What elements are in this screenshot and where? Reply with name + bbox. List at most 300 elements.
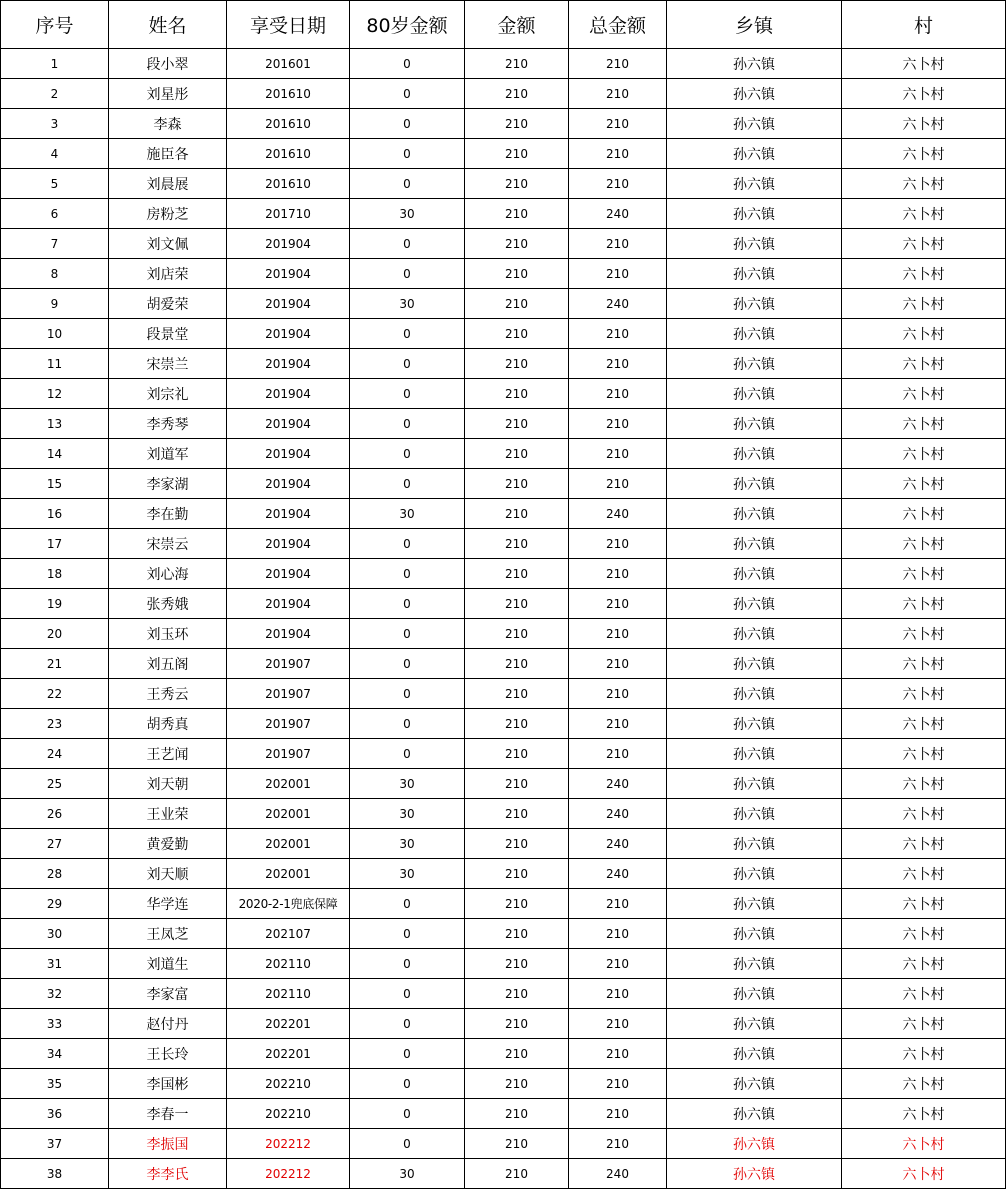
cell-age80-amount: 30 — [350, 499, 465, 529]
cell-village: 六卜村 — [842, 259, 1006, 289]
cell-town: 孙六镇 — [667, 49, 842, 79]
cell-village: 六卜村 — [842, 799, 1006, 829]
cell-town: 孙六镇 — [667, 409, 842, 439]
cell-name: 黄爱勤 — [109, 829, 227, 859]
cell-amount: 210 — [465, 649, 569, 679]
cell-start-date: 201710 — [227, 199, 350, 229]
cell-name: 宋崇兰 — [109, 349, 227, 379]
cell-start-date: 201904 — [227, 319, 350, 349]
cell-age80-amount: 0 — [350, 589, 465, 619]
cell-start-date: 201907 — [227, 649, 350, 679]
table-row — [1, 529, 1006, 559]
cell-name: 王长玲 — [109, 1039, 227, 1069]
cell-start-date: 201904 — [227, 619, 350, 649]
cell-start-date: 202212 — [227, 1159, 350, 1189]
cell-age80-amount: 30 — [350, 799, 465, 829]
cell-village: 六卜村 — [842, 379, 1006, 409]
cell-town: 孙六镇 — [667, 259, 842, 289]
table-row — [1, 799, 1006, 829]
cell-age80-amount: 0 — [350, 49, 465, 79]
cell-name: 刘五阁 — [109, 649, 227, 679]
cell-town: 孙六镇 — [667, 1039, 842, 1069]
cell-town: 孙六镇 — [667, 469, 842, 499]
cell-start-date: 202107 — [227, 919, 350, 949]
cell-name: 刘晨展 — [109, 169, 227, 199]
cell-total-amount: 210 — [569, 169, 667, 199]
cell-amount: 210 — [465, 889, 569, 919]
cell-village: 六卜村 — [842, 1129, 1006, 1159]
cell-total-amount: 210 — [569, 379, 667, 409]
cell-village: 六卜村 — [842, 469, 1006, 499]
cell-total-amount: 240 — [569, 289, 667, 319]
cell-age80-amount: 0 — [350, 739, 465, 769]
cell-start-date: 201610 — [227, 169, 350, 199]
cell-start-date: 201904 — [227, 589, 350, 619]
table-row — [1, 739, 1006, 769]
cell-age80-amount: 30 — [350, 1159, 465, 1189]
cell-serial-number: 11 — [1, 349, 109, 379]
cell-town: 孙六镇 — [667, 859, 842, 889]
table-row — [1, 589, 1006, 619]
cell-name: 刘玉环 — [109, 619, 227, 649]
cell-age80-amount: 0 — [350, 79, 465, 109]
cell-village: 六卜村 — [842, 889, 1006, 919]
header-age80-amount: 80岁金额 — [350, 1, 465, 49]
cell-start-date: 201904 — [227, 289, 350, 319]
cell-amount: 210 — [465, 1129, 569, 1159]
cell-town: 孙六镇 — [667, 139, 842, 169]
table-row — [1, 979, 1006, 1009]
cell-start-date: 201904 — [227, 559, 350, 589]
cell-serial-number: 31 — [1, 949, 109, 979]
cell-town: 孙六镇 — [667, 289, 842, 319]
header-amount: 金额 — [465, 1, 569, 49]
cell-town: 孙六镇 — [667, 199, 842, 229]
cell-age80-amount: 0 — [350, 349, 465, 379]
cell-total-amount: 210 — [569, 409, 667, 439]
cell-serial-number: 19 — [1, 589, 109, 619]
cell-age80-amount: 0 — [350, 109, 465, 139]
table-row — [1, 319, 1006, 349]
cell-name: 刘星彤 — [109, 79, 227, 109]
cell-amount: 210 — [465, 679, 569, 709]
header-start-date: 享受日期 — [227, 1, 350, 49]
cell-age80-amount: 0 — [350, 169, 465, 199]
cell-amount: 210 — [465, 409, 569, 439]
cell-total-amount: 210 — [569, 649, 667, 679]
cell-serial-number: 8 — [1, 259, 109, 289]
cell-amount: 210 — [465, 499, 569, 529]
table-row — [1, 1069, 1006, 1099]
cell-start-date: 201904 — [227, 229, 350, 259]
cell-town: 孙六镇 — [667, 169, 842, 199]
cell-town: 孙六镇 — [667, 1009, 842, 1039]
cell-start-date: 201610 — [227, 139, 350, 169]
cell-name: 胡秀真 — [109, 709, 227, 739]
cell-amount: 210 — [465, 1069, 569, 1099]
cell-name: 李振国 — [109, 1129, 227, 1159]
cell-total-amount: 210 — [569, 139, 667, 169]
cell-total-amount: 210 — [569, 949, 667, 979]
cell-serial-number: 23 — [1, 709, 109, 739]
cell-town: 孙六镇 — [667, 799, 842, 829]
cell-start-date: 202001 — [227, 859, 350, 889]
table-row — [1, 259, 1006, 289]
cell-serial-number: 27 — [1, 829, 109, 859]
cell-serial-number: 10 — [1, 319, 109, 349]
cell-village: 六卜村 — [842, 79, 1006, 109]
cell-start-date: 202110 — [227, 949, 350, 979]
cell-age80-amount: 0 — [350, 889, 465, 919]
cell-start-date: 201907 — [227, 679, 350, 709]
cell-total-amount: 210 — [569, 109, 667, 139]
cell-amount: 210 — [465, 319, 569, 349]
cell-start-date: 202001 — [227, 769, 350, 799]
cell-amount: 210 — [465, 1159, 569, 1189]
table-row — [1, 229, 1006, 259]
table-row — [1, 1159, 1006, 1189]
cell-name: 刘心海 — [109, 559, 227, 589]
cell-start-date: 2020-2-1兜底保障 — [227, 889, 350, 919]
header-serial-number: 序号 — [1, 1, 109, 49]
cell-total-amount: 210 — [569, 1069, 667, 1099]
cell-name: 宋崇云 — [109, 529, 227, 559]
cell-town: 孙六镇 — [667, 919, 842, 949]
cell-start-date: 201904 — [227, 529, 350, 559]
cell-start-date: 201907 — [227, 709, 350, 739]
header-town: 乡镇 — [667, 1, 842, 49]
cell-name: 房粉芝 — [109, 199, 227, 229]
cell-amount: 210 — [465, 619, 569, 649]
cell-start-date: 201904 — [227, 349, 350, 379]
cell-amount: 210 — [465, 739, 569, 769]
cell-age80-amount: 0 — [350, 619, 465, 649]
table-row — [1, 169, 1006, 199]
cell-town: 孙六镇 — [667, 229, 842, 259]
table-row — [1, 1099, 1006, 1129]
cell-age80-amount: 0 — [350, 649, 465, 679]
cell-serial-number: 12 — [1, 379, 109, 409]
cell-amount: 210 — [465, 919, 569, 949]
cell-age80-amount: 0 — [350, 259, 465, 289]
cell-age80-amount: 0 — [350, 319, 465, 349]
cell-total-amount: 240 — [569, 1159, 667, 1189]
cell-serial-number: 26 — [1, 799, 109, 829]
cell-start-date: 201904 — [227, 379, 350, 409]
cell-name: 段景堂 — [109, 319, 227, 349]
cell-town: 孙六镇 — [667, 439, 842, 469]
cell-village: 六卜村 — [842, 199, 1006, 229]
cell-village: 六卜村 — [842, 349, 1006, 379]
cell-name: 刘道军 — [109, 439, 227, 469]
cell-age80-amount: 0 — [350, 439, 465, 469]
cell-amount: 210 — [465, 1099, 569, 1129]
cell-total-amount: 210 — [569, 619, 667, 649]
cell-total-amount: 210 — [569, 319, 667, 349]
cell-amount: 210 — [465, 109, 569, 139]
cell-name: 李李氏 — [109, 1159, 227, 1189]
cell-amount: 210 — [465, 379, 569, 409]
cell-amount: 210 — [465, 979, 569, 1009]
cell-serial-number: 3 — [1, 109, 109, 139]
cell-village: 六卜村 — [842, 1039, 1006, 1069]
cell-name: 刘天朝 — [109, 769, 227, 799]
cell-town: 孙六镇 — [667, 979, 842, 1009]
table-row — [1, 499, 1006, 529]
cell-name: 刘道生 — [109, 949, 227, 979]
cell-start-date: 201904 — [227, 259, 350, 289]
cell-start-date: 202210 — [227, 1069, 350, 1099]
cell-name: 李在勤 — [109, 499, 227, 529]
table-row — [1, 859, 1006, 889]
cell-town: 孙六镇 — [667, 889, 842, 919]
cell-name: 李国彬 — [109, 1069, 227, 1099]
cell-total-amount: 210 — [569, 1129, 667, 1159]
cell-town: 孙六镇 — [667, 319, 842, 349]
cell-serial-number: 35 — [1, 1069, 109, 1099]
table-row — [1, 1039, 1006, 1069]
cell-age80-amount: 0 — [350, 229, 465, 259]
cell-total-amount: 210 — [569, 79, 667, 109]
cell-village: 六卜村 — [842, 439, 1006, 469]
cell-name: 赵付丹 — [109, 1009, 227, 1039]
cell-village: 六卜村 — [842, 1099, 1006, 1129]
cell-age80-amount: 0 — [350, 1009, 465, 1039]
table-row — [1, 289, 1006, 319]
cell-name: 胡爱荣 — [109, 289, 227, 319]
cell-name: 王业荣 — [109, 799, 227, 829]
cell-total-amount: 240 — [569, 769, 667, 799]
cell-total-amount: 210 — [569, 1009, 667, 1039]
cell-village: 六卜村 — [842, 919, 1006, 949]
cell-serial-number: 24 — [1, 739, 109, 769]
table-row — [1, 1129, 1006, 1159]
cell-village: 六卜村 — [842, 559, 1006, 589]
cell-town: 孙六镇 — [667, 649, 842, 679]
cell-village: 六卜村 — [842, 169, 1006, 199]
cell-village: 六卜村 — [842, 649, 1006, 679]
cell-start-date: 202201 — [227, 1039, 350, 1069]
table-row — [1, 829, 1006, 859]
table-row — [1, 199, 1006, 229]
table-row — [1, 559, 1006, 589]
header-row — [1, 1, 1006, 49]
cell-village: 六卜村 — [842, 139, 1006, 169]
cell-town: 孙六镇 — [667, 79, 842, 109]
cell-serial-number: 4 — [1, 139, 109, 169]
cell-serial-number: 16 — [1, 499, 109, 529]
cell-village: 六卜村 — [842, 1159, 1006, 1189]
cell-total-amount: 210 — [569, 349, 667, 379]
cell-serial-number: 13 — [1, 409, 109, 439]
cell-village: 六卜村 — [842, 859, 1006, 889]
cell-village: 六卜村 — [842, 709, 1006, 739]
cell-serial-number: 15 — [1, 469, 109, 499]
cell-town: 孙六镇 — [667, 619, 842, 649]
cell-serial-number: 30 — [1, 919, 109, 949]
cell-amount: 210 — [465, 469, 569, 499]
cell-name: 李家富 — [109, 979, 227, 1009]
cell-total-amount: 210 — [569, 679, 667, 709]
cell-age80-amount: 0 — [350, 409, 465, 439]
cell-village: 六卜村 — [842, 49, 1006, 79]
cell-serial-number: 33 — [1, 1009, 109, 1039]
cell-start-date: 201904 — [227, 469, 350, 499]
header-name: 姓名 — [109, 1, 227, 49]
cell-amount: 210 — [465, 769, 569, 799]
cell-amount: 210 — [465, 439, 569, 469]
cell-village: 六卜村 — [842, 409, 1006, 439]
table-row — [1, 139, 1006, 169]
cell-age80-amount: 30 — [350, 289, 465, 319]
cell-town: 孙六镇 — [667, 1069, 842, 1099]
cell-name: 李秀琴 — [109, 409, 227, 439]
cell-serial-number: 17 — [1, 529, 109, 559]
cell-name: 刘店荣 — [109, 259, 227, 289]
cell-amount: 210 — [465, 589, 569, 619]
cell-town: 孙六镇 — [667, 379, 842, 409]
cell-amount: 210 — [465, 169, 569, 199]
cell-village: 六卜村 — [842, 1009, 1006, 1039]
cell-amount: 210 — [465, 229, 569, 259]
cell-serial-number: 28 — [1, 859, 109, 889]
cell-total-amount: 240 — [569, 499, 667, 529]
cell-age80-amount: 30 — [350, 829, 465, 859]
cell-village: 六卜村 — [842, 829, 1006, 859]
cell-name: 施臣各 — [109, 139, 227, 169]
cell-age80-amount: 0 — [350, 529, 465, 559]
cell-serial-number: 21 — [1, 649, 109, 679]
cell-age80-amount: 0 — [350, 979, 465, 1009]
cell-total-amount: 210 — [569, 529, 667, 559]
cell-amount: 210 — [465, 49, 569, 79]
cell-village: 六卜村 — [842, 739, 1006, 769]
cell-total-amount: 210 — [569, 439, 667, 469]
cell-town: 孙六镇 — [667, 739, 842, 769]
cell-name: 刘宗礼 — [109, 379, 227, 409]
cell-age80-amount: 0 — [350, 709, 465, 739]
cell-village: 六卜村 — [842, 289, 1006, 319]
cell-start-date: 202110 — [227, 979, 350, 1009]
cell-age80-amount: 0 — [350, 1099, 465, 1129]
cell-amount: 210 — [465, 79, 569, 109]
cell-village: 六卜村 — [842, 529, 1006, 559]
cell-serial-number: 20 — [1, 619, 109, 649]
cell-total-amount: 210 — [569, 1099, 667, 1129]
cell-total-amount: 210 — [569, 259, 667, 289]
cell-town: 孙六镇 — [667, 679, 842, 709]
cell-total-amount: 210 — [569, 589, 667, 619]
cell-total-amount: 210 — [569, 229, 667, 259]
cell-name: 王秀云 — [109, 679, 227, 709]
cell-start-date: 201904 — [227, 409, 350, 439]
cell-town: 孙六镇 — [667, 709, 842, 739]
cell-amount: 210 — [465, 349, 569, 379]
cell-start-date: 202201 — [227, 1009, 350, 1039]
cell-age80-amount: 0 — [350, 1069, 465, 1099]
cell-start-date: 201610 — [227, 79, 350, 109]
cell-serial-number: 7 — [1, 229, 109, 259]
cell-total-amount: 210 — [569, 739, 667, 769]
cell-town: 孙六镇 — [667, 529, 842, 559]
cell-age80-amount: 30 — [350, 769, 465, 799]
cell-amount: 210 — [465, 529, 569, 559]
cell-village: 六卜村 — [842, 619, 1006, 649]
cell-amount: 210 — [465, 709, 569, 739]
table-row — [1, 919, 1006, 949]
cell-serial-number: 14 — [1, 439, 109, 469]
cell-amount: 210 — [465, 799, 569, 829]
cell-start-date: 202212 — [227, 1129, 350, 1159]
cell-amount: 210 — [465, 199, 569, 229]
cell-village: 六卜村 — [842, 499, 1006, 529]
cell-serial-number: 34 — [1, 1039, 109, 1069]
cell-village: 六卜村 — [842, 769, 1006, 799]
table-row — [1, 679, 1006, 709]
cell-total-amount: 210 — [569, 979, 667, 1009]
cell-age80-amount: 0 — [350, 679, 465, 709]
cell-total-amount: 210 — [569, 559, 667, 589]
cell-age80-amount: 0 — [350, 919, 465, 949]
cell-age80-amount: 30 — [350, 199, 465, 229]
cell-name: 刘天顺 — [109, 859, 227, 889]
cell-age80-amount: 0 — [350, 1129, 465, 1159]
cell-name: 李春一 — [109, 1099, 227, 1129]
cell-serial-number: 32 — [1, 979, 109, 1009]
cell-amount: 210 — [465, 829, 569, 859]
cell-village: 六卜村 — [842, 109, 1006, 139]
cell-name: 王艺闻 — [109, 739, 227, 769]
cell-village: 六卜村 — [842, 979, 1006, 1009]
cell-total-amount: 240 — [569, 829, 667, 859]
cell-amount: 210 — [465, 259, 569, 289]
cell-town: 孙六镇 — [667, 1159, 842, 1189]
table-row — [1, 889, 1006, 919]
table-row — [1, 469, 1006, 499]
table-row — [1, 409, 1006, 439]
cell-town: 孙六镇 — [667, 1129, 842, 1159]
cell-start-date: 202210 — [227, 1099, 350, 1129]
cell-start-date: 202001 — [227, 829, 350, 859]
cell-total-amount: 210 — [569, 889, 667, 919]
table-row — [1, 1009, 1006, 1039]
header-village: 村 — [842, 1, 1006, 49]
cell-town: 孙六镇 — [667, 349, 842, 379]
table-row — [1, 619, 1006, 649]
table-row — [1, 439, 1006, 469]
cell-village: 六卜村 — [842, 319, 1006, 349]
cell-amount: 210 — [465, 289, 569, 319]
cell-town: 孙六镇 — [667, 589, 842, 619]
cell-serial-number: 29 — [1, 889, 109, 919]
cell-serial-number: 1 — [1, 49, 109, 79]
cell-village: 六卜村 — [842, 1069, 1006, 1099]
cell-village: 六卜村 — [842, 679, 1006, 709]
cell-serial-number: 25 — [1, 769, 109, 799]
cell-start-date: 201907 — [227, 739, 350, 769]
cell-serial-number: 5 — [1, 169, 109, 199]
cell-village: 六卜村 — [842, 229, 1006, 259]
cell-name: 李家湖 — [109, 469, 227, 499]
table-row — [1, 709, 1006, 739]
cell-start-date: 202001 — [227, 799, 350, 829]
cell-age80-amount: 0 — [350, 1039, 465, 1069]
cell-serial-number: 2 — [1, 79, 109, 109]
cell-town: 孙六镇 — [667, 499, 842, 529]
cell-amount: 210 — [465, 1039, 569, 1069]
cell-town: 孙六镇 — [667, 109, 842, 139]
cell-start-date: 201904 — [227, 439, 350, 469]
